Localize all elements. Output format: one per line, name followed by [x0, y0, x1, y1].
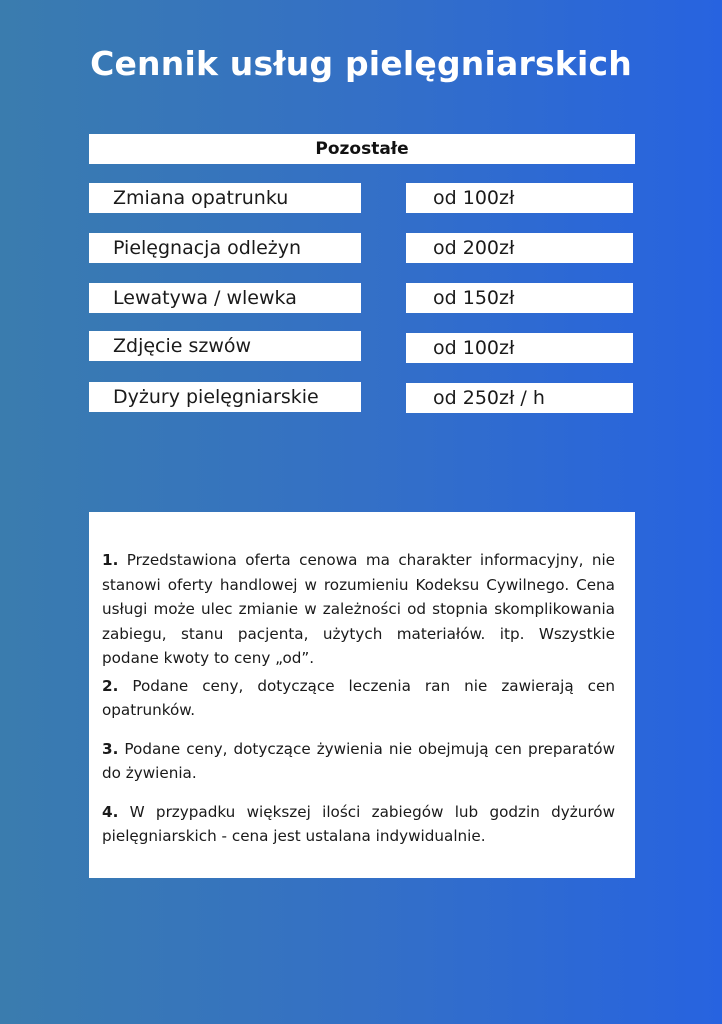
note-number: 3. — [102, 739, 119, 758]
service-price: od 200zł — [406, 233, 633, 263]
note-item — [102, 548, 615, 671]
note-item — [102, 737, 615, 786]
service-price: od 150zł — [406, 283, 633, 313]
service-price: od 100zł — [406, 333, 633, 363]
notes-box — [89, 512, 635, 878]
note-text: W przypadku większej ilości zabiegów lub godzin dyżurów pielęgniarskich - cena jest ustalana indywidualnie. — [102, 802, 615, 845]
service-name: Pielęgnacja odleżyn — [89, 233, 361, 263]
note-number: 4. — [102, 802, 119, 821]
service-price: od 100zł — [406, 183, 633, 213]
note-number: 2. — [102, 676, 119, 695]
service-name: Zdjęcie szwów — [89, 331, 361, 361]
section-header: Pozostałe — [89, 134, 635, 164]
note-item — [102, 674, 615, 723]
service-name: Zmiana opatrunku — [89, 183, 361, 213]
service-name: Dyżury pielęgniarskie — [89, 382, 361, 412]
service-name: Lewatywa / wlewka — [89, 283, 361, 313]
note-text: Podane ceny, dotyczące leczenia ran nie zawierają cen opatrunków. — [102, 676, 615, 719]
note-text: Przedstawiona oferta cenowa ma charakter informacyjny, nie stanowi oferty handlowej w rozumieniu Kodeksu Cywilnego. Cena usługi może ulec zmianie w zależności od stopnia skomplikowania zabiegu, stanu pacjenta, użytych materiałów. itp. Wszystkie podane kwoty to ceny „od”. — [102, 551, 616, 667]
page-title: Cennik usług pielęgniarskich — [90, 44, 632, 83]
note-number: 1. — [102, 551, 119, 569]
note-item — [102, 800, 615, 849]
service-price: od 250zł / h — [406, 383, 633, 413]
note-text: Podane ceny, dotyczące żywienia nie obejmują cen preparatów do żywienia. — [102, 739, 616, 782]
